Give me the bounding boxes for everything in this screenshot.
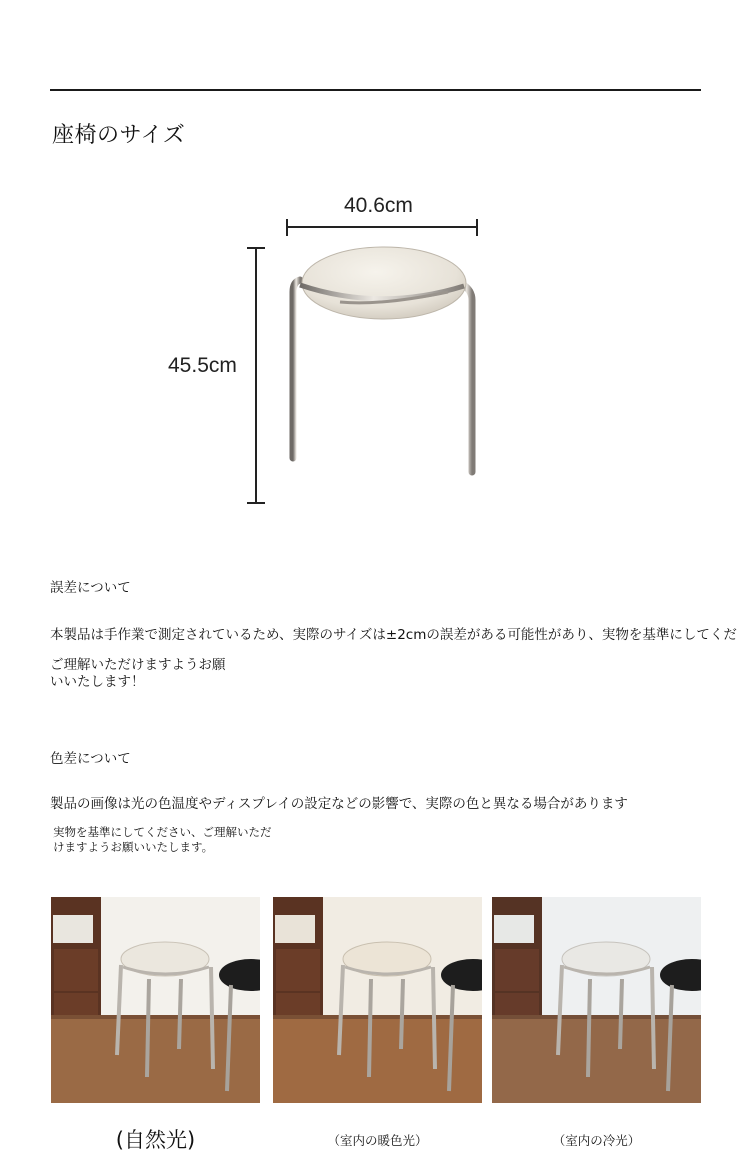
color-note-line: 実物を基準にしてください、ご理解いただ	[53, 825, 272, 839]
error-note-line: いいたします！	[50, 674, 145, 690]
width-label: 40.6cm	[344, 194, 413, 217]
color-note-title: 色差について	[50, 751, 131, 767]
color-note-line: けますようお願いいたします。	[53, 840, 214, 854]
height-dimension-line	[247, 248, 265, 503]
error-note-line: ご理解いただけますようお願	[50, 657, 226, 673]
height-label: 45.5cm	[168, 354, 237, 377]
width-dimension-line	[287, 219, 477, 236]
photo-natural-light	[51, 897, 260, 1103]
error-note-line: 本製品は手作業で測定されているため、実際のサイズは±2cmの誤差がある可能性があり、実物を基準にしてくだ	[50, 627, 737, 643]
photo-warm-light	[273, 897, 482, 1103]
error-note-title: 誤差について	[50, 580, 131, 596]
section-heading: 座椅のサイズ	[52, 123, 186, 148]
caption-warm-light: （室内の暖色光）	[327, 1133, 428, 1148]
color-note-line: 製品の画像は光の色温度やディスプレイの設定などの影響で、実際の色と異なる場合があります	[50, 796, 628, 812]
photo-cool-light	[492, 897, 701, 1103]
stool-cushion	[302, 247, 466, 319]
stool-diagram	[0, 0, 750, 540]
caption-cool-light: （室内の冷光）	[552, 1133, 641, 1148]
caption-natural-light: (自然光)	[115, 1128, 196, 1152]
